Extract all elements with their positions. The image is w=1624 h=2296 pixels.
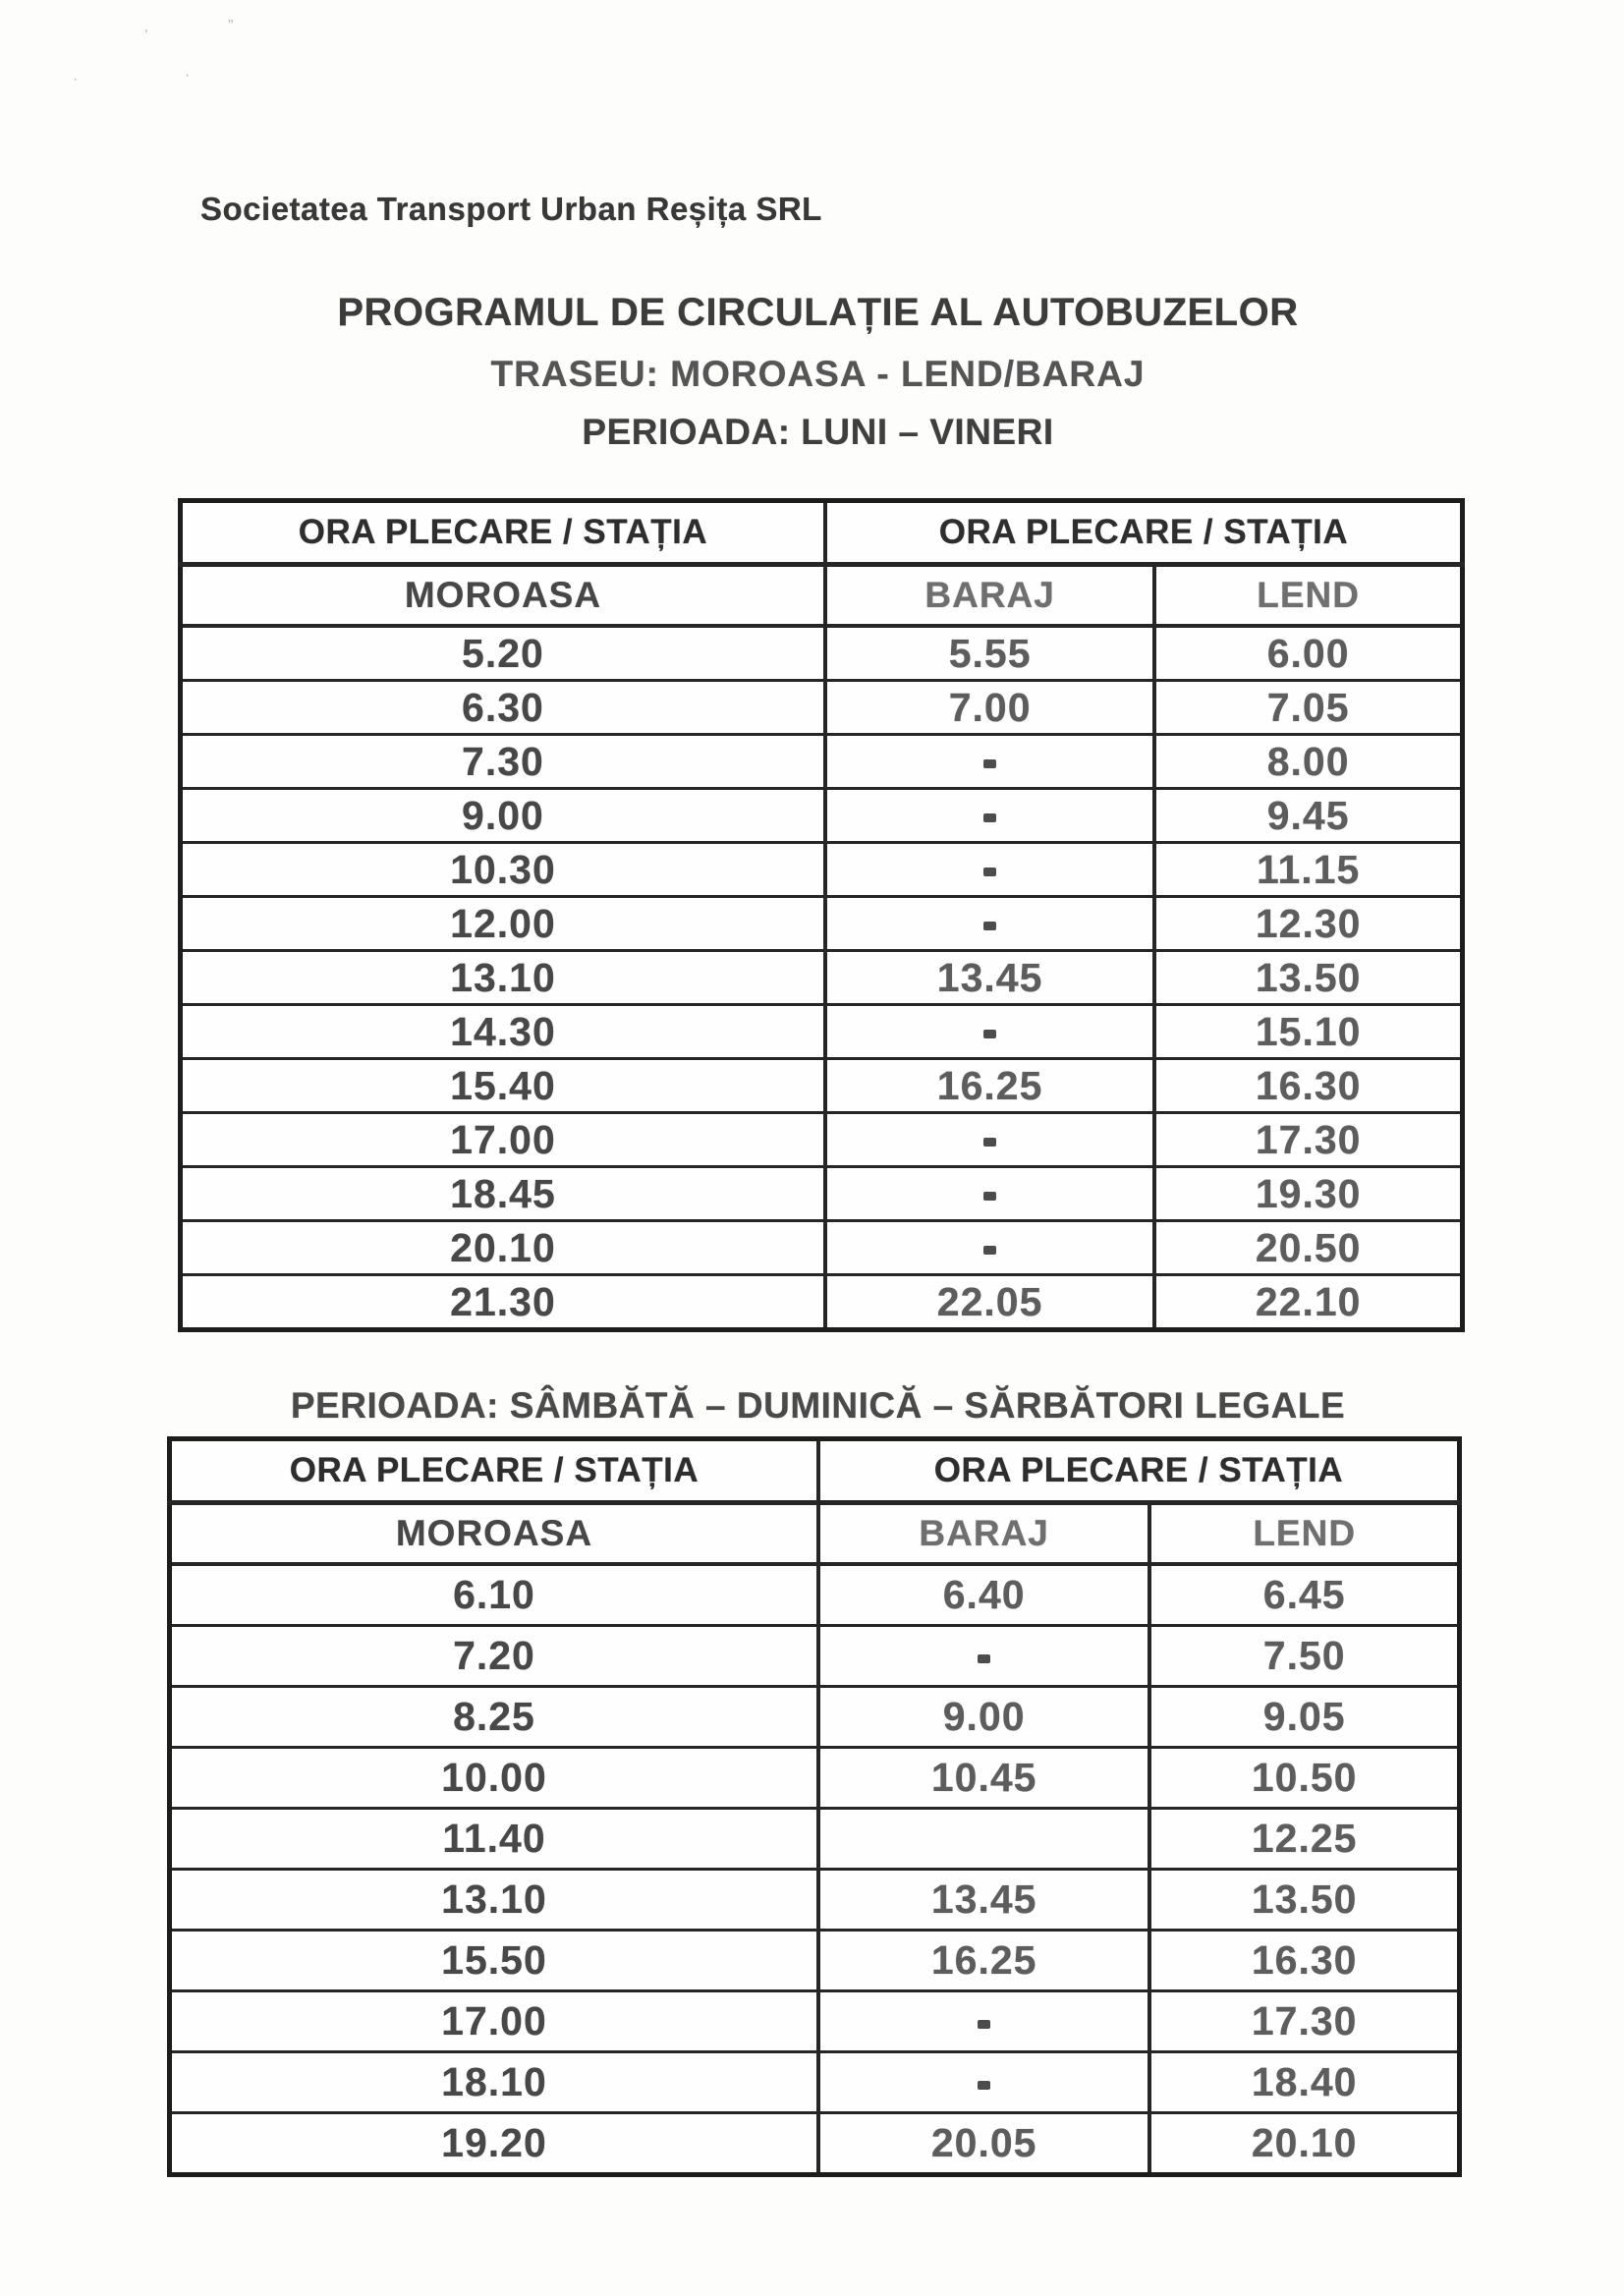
time-cell: 10.00 bbox=[170, 1748, 818, 1809]
dash-mark bbox=[983, 1192, 996, 1201]
time-cell: 13.10 bbox=[170, 1870, 818, 1931]
time-cell: 15.50 bbox=[170, 1931, 818, 1991]
departure-header-left: ORA PLECARE / STAȚIA bbox=[170, 1439, 818, 1503]
schedule-row bbox=[181, 1167, 1463, 1221]
time-cell: 6.40 bbox=[818, 1564, 1149, 1626]
no-stop-cell bbox=[825, 897, 1154, 951]
weekend-schedule-table bbox=[167, 1436, 1462, 2177]
station-header-baraj: BARAJ bbox=[825, 565, 1154, 627]
departure-header-row bbox=[170, 1439, 1460, 1503]
route-line: TRASEU: MOROASA - LEND/BARAJ bbox=[490, 354, 1146, 394]
schedule-row bbox=[181, 1221, 1463, 1275]
no-stop-cell bbox=[818, 1626, 1149, 1687]
time-cell: 18.10 bbox=[170, 2052, 818, 2113]
no-stop-cell bbox=[825, 789, 1154, 843]
time-cell: 9.00 bbox=[818, 1687, 1149, 1748]
time-cell: 9.00 bbox=[181, 789, 825, 843]
time-cell: 20.10 bbox=[181, 1221, 825, 1275]
time-cell: 17.30 bbox=[1149, 1991, 1459, 2052]
time-cell: 10.50 bbox=[1149, 1748, 1459, 1809]
schedule-row bbox=[170, 1931, 1460, 1991]
schedule-row bbox=[181, 1113, 1463, 1167]
time-cell: 7.30 bbox=[181, 735, 825, 789]
schedule-row bbox=[181, 626, 1463, 681]
no-stop-cell bbox=[825, 843, 1154, 897]
station-header-row bbox=[181, 565, 1463, 627]
schedule-row bbox=[170, 1748, 1460, 1809]
time-cell: 11.15 bbox=[1154, 843, 1462, 897]
time-cell: 19.30 bbox=[1154, 1167, 1462, 1221]
time-cell: 6.10 bbox=[170, 1564, 818, 1626]
period-weekend-line: PERIOADA: SÂMBĂTĂ – DUMINICĂ – SĂRBĂTORI LEGALE bbox=[290, 1385, 1346, 1426]
no-stop-cell bbox=[825, 1221, 1154, 1275]
dash-mark bbox=[983, 868, 996, 876]
time-cell: 6.30 bbox=[181, 681, 825, 735]
time-cell: 16.25 bbox=[818, 1931, 1149, 1991]
dash-mark bbox=[978, 2081, 990, 2090]
dash-mark bbox=[983, 1246, 996, 1255]
station-header-row bbox=[170, 1503, 1460, 1565]
dash-mark bbox=[978, 1654, 990, 1663]
time-cell: 5.55 bbox=[825, 626, 1154, 681]
time-cell: 21.30 bbox=[181, 1275, 825, 1330]
document-title: PROGRAMUL DE CIRCULAȚIE AL AUTOBUZELOR bbox=[337, 291, 1299, 334]
time-cell: 8.00 bbox=[1154, 735, 1462, 789]
scan-speck: ” bbox=[228, 18, 234, 34]
station-header-lend: LEND bbox=[1154, 565, 1462, 627]
no-stop-cell bbox=[825, 735, 1154, 789]
time-cell: 20.10 bbox=[1149, 2113, 1459, 2175]
time-cell: 6.00 bbox=[1154, 626, 1462, 681]
time-cell: 20.05 bbox=[818, 2113, 1149, 2175]
schedule-row bbox=[170, 2113, 1460, 2175]
time-cell: 15.40 bbox=[181, 1059, 825, 1113]
dash-mark bbox=[983, 1030, 996, 1038]
schedule-row bbox=[170, 1870, 1460, 1931]
departure-header-row bbox=[181, 501, 1463, 565]
schedule-row bbox=[181, 951, 1463, 1005]
time-cell: 13.50 bbox=[1149, 1870, 1459, 1931]
time-cell: 17.30 bbox=[1154, 1113, 1462, 1167]
time-cell: 8.25 bbox=[170, 1687, 818, 1748]
schedule-row bbox=[181, 735, 1463, 789]
time-cell: 10.45 bbox=[818, 1748, 1149, 1809]
time-cell: 22.10 bbox=[1154, 1275, 1462, 1330]
scan-speck: · bbox=[185, 67, 191, 84]
no-stop-cell bbox=[818, 1991, 1149, 2052]
no-stop-cell bbox=[825, 1005, 1154, 1059]
time-cell: 13.45 bbox=[818, 1870, 1149, 1931]
schedule-row bbox=[170, 1626, 1460, 1687]
time-cell: 11.40 bbox=[170, 1809, 818, 1870]
time-cell: 13.10 bbox=[181, 951, 825, 1005]
company-name: Societatea Transport Urban Reșița SRL bbox=[200, 191, 822, 227]
time-cell: 14.30 bbox=[181, 1005, 825, 1059]
schedule-row bbox=[181, 1005, 1463, 1059]
dash-mark bbox=[983, 759, 996, 768]
time-cell: 18.40 bbox=[1149, 2052, 1459, 2113]
time-cell: 16.30 bbox=[1154, 1059, 1462, 1113]
departure-header-left: ORA PLECARE / STAȚIA bbox=[181, 501, 825, 565]
dash-mark bbox=[983, 1138, 996, 1147]
time-cell: 13.50 bbox=[1154, 951, 1462, 1005]
station-header-moroasa: MOROASA bbox=[181, 565, 825, 627]
time-cell: 7.00 bbox=[825, 681, 1154, 735]
dash-mark bbox=[983, 813, 996, 822]
time-cell: 17.00 bbox=[170, 1991, 818, 2052]
schedule-row bbox=[170, 1809, 1460, 1870]
scan-speck: ’ bbox=[144, 28, 148, 44]
no-stop-cell bbox=[825, 1167, 1154, 1221]
schedule-row bbox=[181, 897, 1463, 951]
time-cell: 13.45 bbox=[825, 951, 1154, 1005]
departure-header-right: ORA PLECARE / STAȚIA bbox=[825, 501, 1463, 565]
time-cell: 16.30 bbox=[1149, 1931, 1459, 1991]
dash-mark bbox=[978, 2020, 990, 2029]
schedule-row bbox=[170, 1687, 1460, 1748]
scan-speck: · bbox=[73, 71, 79, 87]
time-cell: 19.20 bbox=[170, 2113, 818, 2175]
time-cell: 12.25 bbox=[1149, 1809, 1459, 1870]
time-cell: 12.30 bbox=[1154, 897, 1462, 951]
dash-mark bbox=[983, 922, 996, 930]
schedule-row bbox=[170, 2052, 1460, 2113]
time-cell: 7.05 bbox=[1154, 681, 1462, 735]
station-header-moroasa: MOROASA bbox=[170, 1503, 818, 1565]
schedule-row bbox=[181, 1275, 1463, 1330]
time-cell: 7.50 bbox=[1149, 1626, 1459, 1687]
no-stop-cell bbox=[825, 1113, 1154, 1167]
time-cell: 18.45 bbox=[181, 1167, 825, 1221]
time-cell: 6.45 bbox=[1149, 1564, 1459, 1626]
time-cell: 20.50 bbox=[1154, 1221, 1462, 1275]
departure-header-right: ORA PLECARE / STAȚIA bbox=[818, 1439, 1460, 1503]
time-cell: 15.10 bbox=[1154, 1005, 1462, 1059]
schedule-row bbox=[181, 789, 1463, 843]
empty-cell bbox=[818, 1809, 1149, 1870]
time-cell: 9.45 bbox=[1154, 789, 1462, 843]
station-header-lend: LEND bbox=[1149, 1503, 1459, 1565]
time-cell: 5.20 bbox=[181, 626, 825, 681]
time-cell: 12.00 bbox=[181, 897, 825, 951]
schedule-row bbox=[170, 1991, 1460, 2052]
period-weekday-line: PERIOADA: LUNI – VINERI bbox=[582, 412, 1054, 452]
time-cell: 7.20 bbox=[170, 1626, 818, 1687]
no-stop-cell bbox=[818, 2052, 1149, 2113]
weekday-schedule-table bbox=[178, 498, 1465, 1332]
schedule-row bbox=[181, 681, 1463, 735]
time-cell: 16.25 bbox=[825, 1059, 1154, 1113]
schedule-row bbox=[181, 1059, 1463, 1113]
schedule-row bbox=[181, 843, 1463, 897]
time-cell: 10.30 bbox=[181, 843, 825, 897]
station-header-baraj: BARAJ bbox=[818, 1503, 1149, 1565]
time-cell: 17.00 bbox=[181, 1113, 825, 1167]
time-cell: 9.05 bbox=[1149, 1687, 1459, 1748]
schedule-row bbox=[170, 1564, 1460, 1626]
time-cell: 22.05 bbox=[825, 1275, 1154, 1330]
